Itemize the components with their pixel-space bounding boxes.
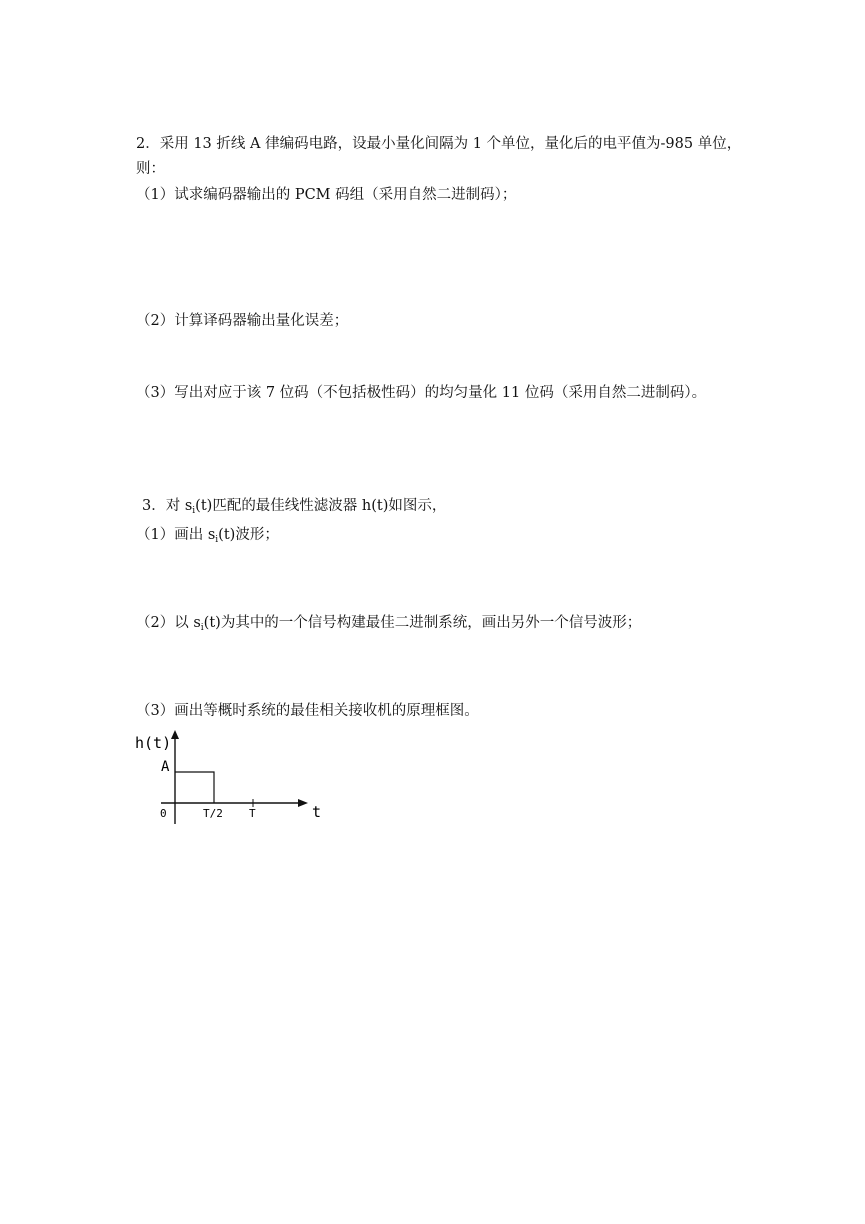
impulse-response-figure	[128, 728, 328, 828]
q2-part1: （1）试求编码器输出的 PCM 码组（采用自然二进制码）；	[136, 187, 517, 203]
q2-part3: （3）写出对应于该 7 位码（不包括极性码）的均匀量化 11 位码（采用自然二进制码）。	[136, 385, 707, 401]
y-axis-arrow-icon	[171, 730, 179, 739]
tick-label-0: 0	[160, 807, 167, 820]
q3-stem-subscript: i	[192, 506, 196, 516]
q3-part1	[136, 526, 279, 549]
pulse-waveform	[175, 772, 214, 803]
y-axis-label: h(t)	[135, 734, 172, 752]
q3-part2-text-a: （2）以 s	[136, 615, 201, 631]
q3-part1-subscript: i	[215, 535, 219, 545]
q3-stem-text-b: (t)匹配的最佳线性滤波器 h(t)如图示，	[195, 498, 447, 514]
q3-part2-subscript: i	[200, 623, 204, 633]
tick-label-half-T: T/2	[203, 807, 223, 820]
x-axis-arrow-icon	[298, 799, 308, 807]
q3-part1-text-a: （1）画出 s	[136, 527, 216, 543]
q3-part2	[136, 614, 641, 637]
q3-part1-text-b: (t)波形；	[218, 527, 279, 543]
q3-stem-text-a: 3．对 s	[142, 498, 193, 514]
q2-stem-line2: 则：	[136, 161, 165, 177]
q3-stem	[142, 497, 446, 520]
amplitude-label: A	[161, 759, 170, 775]
q2-stem-line1: 2．采用 13 折线 A 律编码电路，设最小量化间隔为 1 个单位，量化后的电平值为-985 单位，	[136, 136, 742, 152]
q2-part2: （2）计算译码器输出量化误差；	[136, 313, 349, 329]
x-axis-label: t	[312, 803, 322, 821]
q3-part2-text-b: (t)为其中的一个信号构建最佳二进制系统，画出另外一个信号波形；	[203, 615, 642, 631]
q3-part3: （3）画出等概时系统的最佳相关接收机的原理框图。	[136, 703, 479, 719]
tick-label-T: T	[249, 807, 256, 820]
